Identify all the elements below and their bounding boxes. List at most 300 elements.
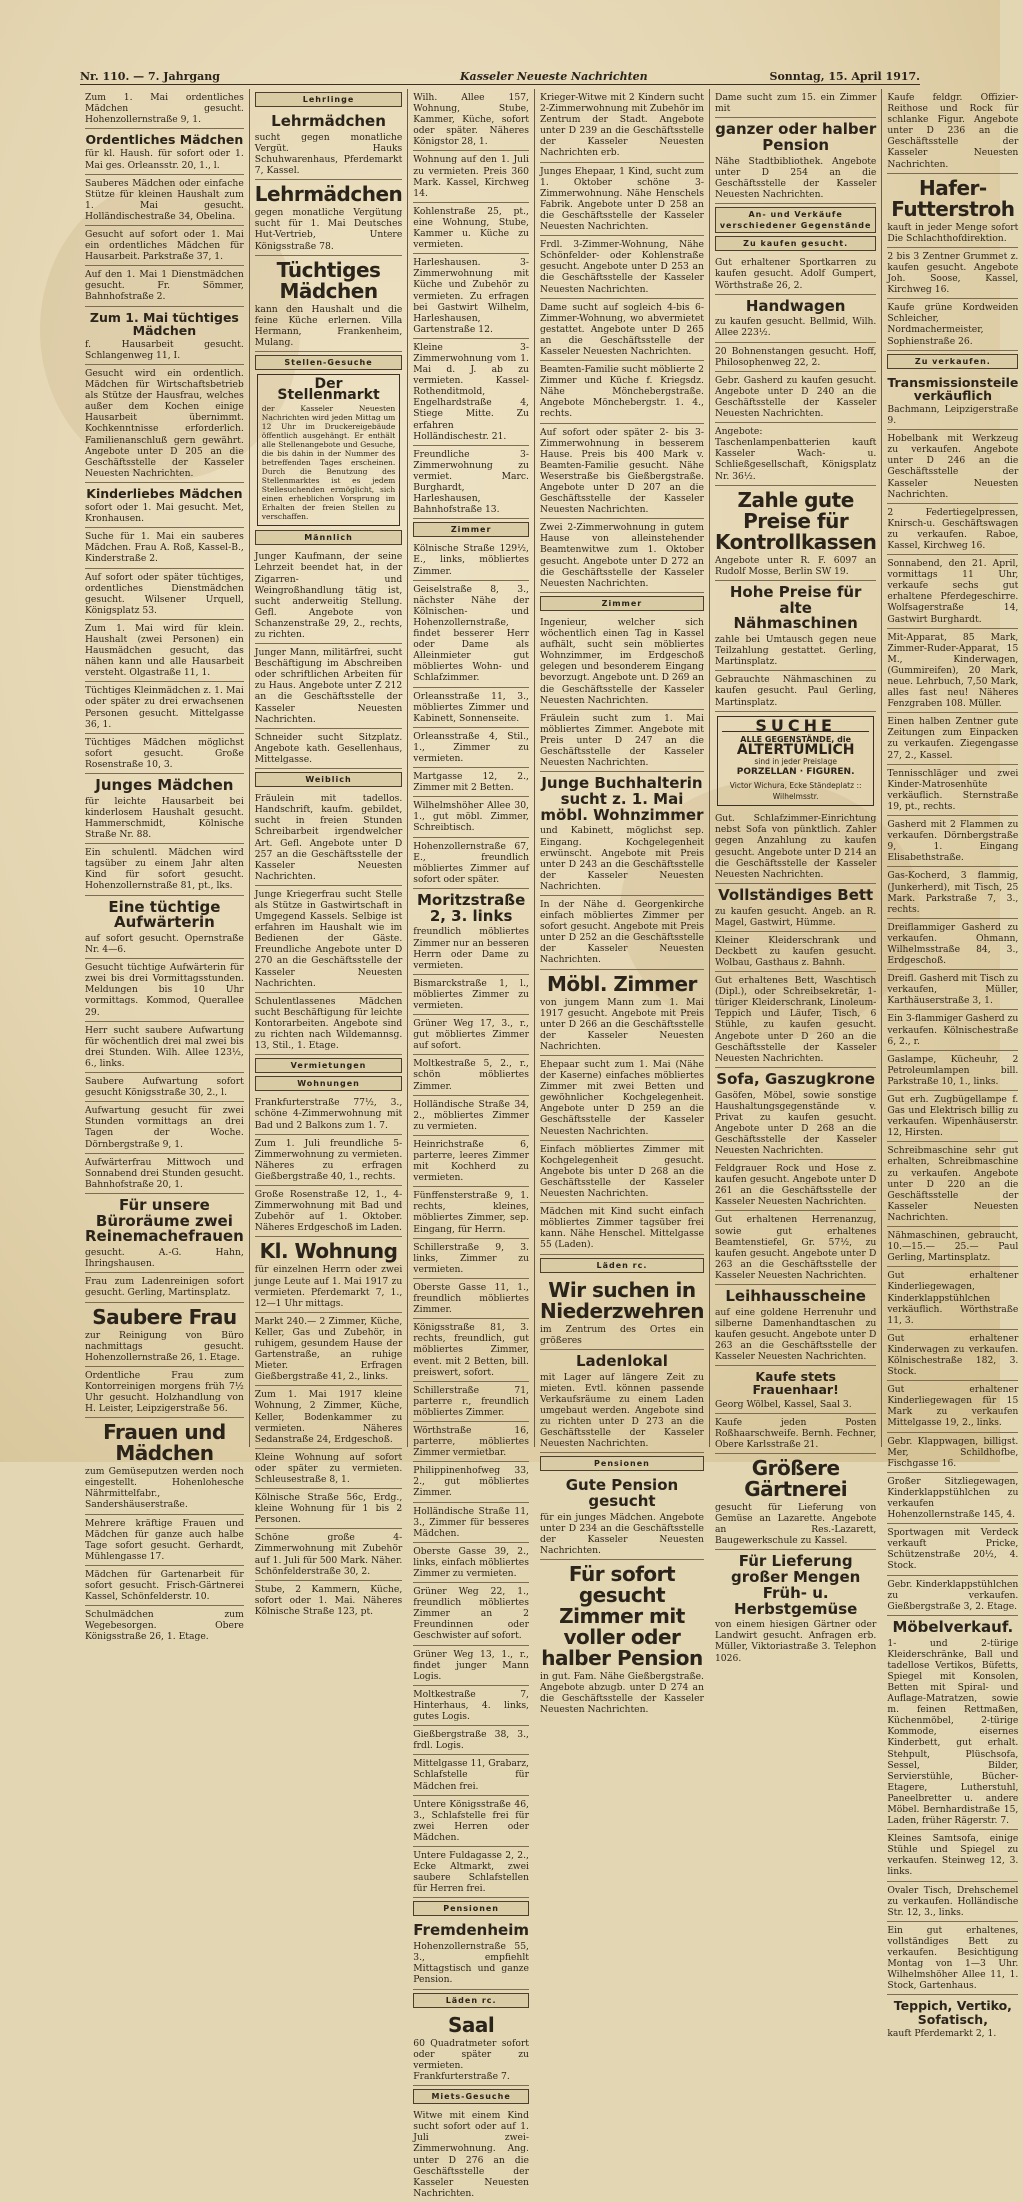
ad-text: Große Rosenstraße 12, 1., 4-Zimmerwohnung mit Bad und Zubehör auf 1. Oktober. Näheres Erdgeschoß im Laden.	[254, 1189, 403, 1234]
ad-text: Holländische Straße 11, 3., Zimmer für besseres Mädchen.	[413, 1505, 529, 1539]
classified-ad	[887, 1473, 1018, 1524]
ad-text: Junges Ehepaar, 1 Kind, sucht zum 1. Oktober schöne 3-Zimmerwohnung. Nähe Henschels Fabrik. Angebote unter D 258 an die Geschäftsstelle der Kasseler Neuesten Nachrichten.	[539, 165, 704, 233]
classified-ad	[85, 1073, 244, 1102]
ad-text: Auf sofort oder später 2- bis 3-Zimmerwohnung in besserem Hause. Preis bis 400 Mark v. Beamten-Familie gesucht. Nähe Weserstraße bis Gießbergstraße. Angebote unter D 207 an die Geschäftsstelle der Kasseler Neuesten Nachrichten.	[539, 426, 704, 516]
classified-ad	[715, 343, 876, 372]
ad-text: 2 bis 3 Zentner Grummet z. kaufen gesucht. Angebote Joh. Soose, Kassel, Kirchweg 16.	[887, 250, 1019, 296]
ad-headline: Handwagen	[745, 296, 846, 315]
classified-ad	[887, 1267, 1018, 1329]
classified-ad	[413, 1096, 529, 1136]
classified-ad	[887, 765, 1018, 816]
classified-ad	[715, 581, 876, 672]
section-heading: Zu kaufen gesucht.	[715, 236, 876, 251]
classified-ad	[413, 1503, 529, 1543]
classified-ad	[85, 266, 244, 306]
classified-ad	[85, 1022, 244, 1073]
ad-headline: Lehrmädchen	[271, 112, 386, 131]
ad-text: kann den Haushalt und die feine Küche erlernen. Villa Hermann, Frankenheim, Mulang.	[254, 303, 403, 348]
ad-text: Grüner Weg 22, 1., freundlich möbliertes Zimmer an 2 Freundinnen oder Geschwister auf sofort.	[413, 1586, 529, 1642]
ad-text: von einem hiesigen Gärtner oder Landwirt gesucht. Anfragen erb. Müller, Viktoriastraße 3. Telephon 1026.	[714, 1619, 877, 1664]
ad-text: Schreibmaschine sehr gut erhalten, Schreibmaschine zu verkaufen. Angebote unter D 220 an die Geschäftsstelle der Kasseler Neuesten Nachrichten.	[887, 1145, 1019, 1223]
classified-ad	[413, 1422, 529, 1462]
ad-text: Heinrichstraße 6, parterre, leeres Zimmer mit Kochherd zu vermieten.	[413, 1138, 529, 1184]
ad-text: Wilh. Allee 157, Wohnung, Stube, Kammer, Küche, sofort oder später. Näheres Königstor 28, 1.	[413, 92, 529, 148]
ad-headline: Möbelverkauf.	[892, 1617, 1014, 1636]
classified-ad	[413, 768, 529, 797]
ad-text: mit Lager auf längere Zeit zu mieten. Evtl. können passende Verkaufsräume zu einem Laden umgebaut werden. Angebote sind zu richten unter D 273 an die Geschäftsstelle der Kasseler Neuesten Nachrichten.	[539, 1371, 704, 1450]
classified-ad	[887, 713, 1018, 764]
classified-ad	[715, 1550, 876, 1666]
ad-text: Gießbergstraße 38, 3., frdl. Logis.	[413, 1729, 529, 1752]
ad-text: Sauberes Mädchen oder einfache Stütze für kleinen Haushalt zum 1. Mai gesucht. Holländischestraße 34, Obelina.	[85, 177, 244, 222]
ad-text: Geiselstraße 8, 3., nächster Nähe der Kölnischen- und Hohenzollernstraße, findet besserer Herr oder Dame als Alleinmieter gut möbliertes Wohn- und Schlafzimmer.	[413, 583, 529, 684]
classified-ad	[413, 203, 529, 254]
section-heading: Läden rc.	[540, 1258, 704, 1273]
ad-line: ALLE GEGENSTÄNDE, die	[740, 734, 851, 744]
ad-headline: Saubere Frau	[92, 1304, 237, 1329]
section-heading: Pensionen	[540, 1456, 704, 1471]
ad-headline: Moritzstraße 2, 3. links	[416, 890, 526, 925]
ad-text: Ein 3-flammiger Gasherd zu verkaufen. Kölnischestraße 6, 2., r.	[887, 1013, 1019, 1047]
classified-ad	[85, 1102, 244, 1153]
section-heading: Vermietungen	[255, 1058, 402, 1073]
classified-ad	[887, 1227, 1018, 1267]
section-heading: Wohnungen	[255, 1076, 402, 1091]
ad-text: Grüner Weg 13, 1., r., findet junger Mann Logis.	[413, 1648, 529, 1682]
classified-ad	[255, 1135, 402, 1186]
ad-text: zur Reinigung von Büro nachmittags gesucht. Hohenzollernstraße 26, 1. Etage.	[85, 1329, 244, 1363]
classified-ad	[887, 1433, 1018, 1473]
classified-ad	[715, 118, 876, 204]
ad-text: Gut erhaltener Kinderliegewagen, Kinderklappstühlchen verkäuflich. Wörthstraße 11, 3.	[887, 1270, 1019, 1326]
classified-ad	[413, 1755, 529, 1795]
ad-text: Grüner Weg 17, 3., r., gut möbliertes Zimmer auf sofort.	[413, 1018, 529, 1052]
ad-text: Schulentlassenes Mädchen sucht Beschäftigung für leichte Kontorarbeiten. Angebote sind zu richten nach Wildemannsg. 13, Stil., 1. Etage.	[254, 995, 403, 1052]
classified-ad	[85, 1566, 244, 1606]
section-heading: Stellen-Gesuche	[255, 355, 402, 370]
section-heading: Läden rc.	[413, 1993, 529, 2008]
ad-text: Gesucht tüchtige Aufwärterin für zwei bis drei Vormittagsstunden. Meldungen bis 10 Uhr vormittags. Kommod, Querallee 29.	[85, 962, 244, 1018]
ad-text: sucht gegen monatliche Vergüt. Hauks Schuhwarenhaus, Pferdemarkt 7, Kassel.	[254, 131, 403, 177]
ad-text: Aufwärterfrau Mittwoch und Sonnabend drei Stunden gesucht. Bahnhofstraße 20, 1.	[85, 1156, 244, 1190]
ad-text: Oberste Gasse 39, 2., links, einfach möbliertes Zimmer zu vermieten.	[413, 1545, 529, 1579]
classified-ad	[85, 1418, 244, 1514]
column-5	[710, 89, 882, 1664]
classified-ad	[887, 555, 1018, 629]
ad-text: Kaufe grüne Kordweiden Schleicher, Nordmachermeister, Sophienstraße 26.	[887, 302, 1019, 347]
ad-text: für kl. Haush. für sofort oder 1. Mai ges. Orleansstr. 20, 1., l.	[85, 148, 244, 171]
section-heading: Pensionen	[413, 1901, 529, 1916]
ad-headline: Zum 1. Mai tüchtiges Mädchen	[89, 309, 239, 338]
ad-headline: Größere Gärtnerei	[744, 1455, 848, 1501]
classified-ad	[413, 1015, 529, 1055]
classified-ad	[887, 1091, 1018, 1142]
classified-ad	[255, 180, 402, 255]
classified-ad	[85, 682, 244, 733]
classified-ad	[887, 1922, 1018, 1996]
ad-text: Holländische Straße 34, 2., möbliertes Zimmer zu vermieten.	[413, 1098, 529, 1132]
ad-text: Einfach möbliertes Zimmer mit Kochgelegenheit gesucht. Angebote bis unter D 268 an die Geschäftsstelle der Kasseler Neuesten Nachrichten.	[539, 1143, 704, 1200]
ad-text: gegen monatliche Vergütung sucht für 1. Mai Deutsches Hut-Vertrieb, Untere Königsstraße 78.	[254, 207, 403, 252]
ad-line: Victor Wichura, Ecke Ständeplatz :: Wilhelmsstr.	[729, 781, 862, 802]
classified-ad	[715, 884, 876, 932]
classified-ad	[413, 2011, 529, 2086]
ad-text: Tennisschläger und zwei Kinder-Matrosenhüte verkäuflich. Sternstraße 19, pt., rechts.	[887, 767, 1019, 812]
classified-ad	[85, 1194, 244, 1273]
classified-ad	[255, 1186, 402, 1237]
ad-text: 20 Bohnenstangen gesucht. Hoff, Philosophenweg 22, 2.	[714, 345, 877, 368]
ad-text: Angebote unter R. F. 6097 an Rudolf Mosse, Berlin SW 19.	[714, 554, 877, 577]
classified-ad	[413, 1319, 529, 1381]
ad-text: Philippinenhofweg 33, 2., gut möbliertes Zimmer.	[413, 1465, 529, 1499]
classified-ad	[413, 1055, 529, 1095]
classified-ad	[887, 372, 1018, 430]
ad-text: Nähmaschinen, gebraucht, 10.—15.— 25.— Paul Gerling, Martinsplatz.	[887, 1230, 1019, 1264]
classified-ad	[887, 1882, 1018, 1922]
classified-ad	[715, 254, 876, 294]
classified-ad	[85, 129, 244, 174]
ad-text: Harleshausen. 3-Zimmerwohnung mit Küche und Zubehör zu vermieten. Zu erfragen bei Gastwirt Wilhelm, Harleshausen, Gartenstraße 12.	[413, 257, 529, 335]
classified-ad	[887, 629, 1018, 714]
classified-ad	[413, 254, 529, 339]
ad-text: Gebr. Kinderklappstühlchen zu verkaufen. Gießbergstraße 3, 2. Etage.	[887, 1578, 1019, 1612]
ad-text: Kleine 3-Zimmerwohnung vom 1. Mai d. J. ab zu vermieten. Kassel-Rothenditmold, Engelhardstraße 4, Stiege Mitte. Zu erfahren Holländischestr. 21.	[413, 341, 529, 442]
ad-text: Freundliche 3-Zimmerwohnung zu vermiet. Marc. Burghardt, Harleshausen, Bahnhofstraße 13.	[413, 448, 529, 516]
ad-headline: Teppich, Vertiko, Sofatisch,	[893, 1998, 1012, 2027]
ad-text: In der Nähe d. Georgenkirche einfach möbliertes Zimmer per sofort gesucht. Angebote mit Preis unter D 252 an die Geschäftsstelle der Kasseler Neuesten Nachrichten.	[539, 898, 704, 966]
classified-ad	[85, 1515, 244, 1566]
classified-ad	[413, 1847, 529, 1898]
classified-ad	[887, 299, 1018, 350]
ad-text: Aufwartung gesucht für zwei Stunden vormittags an drei Tagen der Woche. Dörnbergstraße 9, 1.	[85, 1105, 244, 1150]
ad-text: für einzelnen Herrn oder zwei junge Leute auf 1. Mai 1917 zu vermieten. Pferdemarkt 7, 1., 12—1 Uhr mittags.	[254, 1264, 403, 1309]
classified-ad	[887, 816, 1018, 867]
classified-ad	[85, 896, 244, 960]
classified-ad	[715, 932, 876, 972]
classified-ad	[540, 519, 704, 593]
ad-text: Fräulein mit tadellos. Handschrift, kaufm. gebildet, sucht in freien Stunden Schreibarbeit irgendwelcher Art. Gefl. Angebote unter D 257 an die Geschäftsstelle der Kasseler Neuesten Nachrichten.	[254, 793, 403, 882]
classified-ad	[413, 975, 529, 1015]
classified-ad	[413, 1726, 529, 1755]
ad-headline: Für unsere Büroräume zwei Reinemachefrauen	[85, 1195, 244, 1246]
ad-text: Hohenzollernstraße 67, E., freundlich möbliertes Zimmer auf sofort oder später.	[413, 840, 529, 885]
classified-ad	[255, 1237, 402, 1312]
classified-ad	[413, 1543, 529, 1583]
ad-headline: Zahle gute Preise für Kontrollkassen	[714, 487, 877, 554]
issue-number: Nr. 110. — 7. Jahrgang	[80, 70, 220, 83]
section-heading: Weiblich	[255, 772, 402, 787]
ad-text: Wohnung auf den 1. Juli zu vermieten. Preis 360 Mark. Kassel, Kirchweg 14.	[413, 154, 529, 199]
ad-headline: Hohe Preise für alte Nähmaschinen	[729, 582, 862, 633]
ad-text: Untere Fuldagasse 2, 2., Ecke Altmarkt, zwei saubere Schlafstellen für Herren frei.	[413, 1849, 529, 1895]
ad-text: 1- und 2-türige Kleiderschränke, Ball und tadellose Vertikos, Büfetts, Spiegel mit Konsolen, Betten mit Spiral- und Auflage-Matratzen, sowie m. feinen Rettmaßen, Küchenmöbel, 2-türige Kommode, eisernes Kinderbett, gut erhalt. Stehpult, Plüschsofa, Sessel, Bilder, Servierstühle, Bücher-Etagere, Lutherstuhl, Paneelbretter u. andere Möbel. Bernhardistraße 15, Laden, früher Rägerstr. 7.	[887, 1637, 1019, 1827]
ad-headline: Fremdenheim	[413, 1921, 529, 1940]
ad-text: Kleine Wohnung auf sofort oder später zu vermieten. Schleusestraße 8, 1.	[254, 1451, 403, 1485]
ad-text: Gebrauchte Nähmaschinen zu kaufen gesucht. Paul Gerling, Martinsplatz.	[714, 674, 877, 708]
ad-text: zahle bei Umtausch gegen neue Teilzahlung gestattet. Gerling, Martinsplatz.	[714, 634, 877, 668]
classified-ad	[413, 688, 529, 728]
ad-text: Gas-Kocherd, 3 flammig, (Junkerherd), mit Tisch, 25 Mark. Parkstraße 7, 3., rechts.	[887, 870, 1019, 915]
classified-ad	[255, 1094, 402, 1134]
classified-ad	[540, 710, 704, 772]
classified-ad	[255, 1489, 402, 1529]
ad-text: Sportwagen mit Verdeck verkauft Pricke, Schützenstraße 20½, 4. Stock.	[887, 1527, 1019, 1572]
ad-text: Zum 1. Mai wird für klein. Haushalt (zwei Personen) ein Hausmädchen gesucht, das nähen kann und alle Hausarbeit versteht. Olgastraße 11, 1.	[85, 622, 244, 679]
columns	[80, 89, 1019, 2199]
ad-text: Gut erhaltener Kinderwagen zu verkaufen. Kölnischestraße 182, 3. Stock.	[887, 1332, 1019, 1378]
ad-text: Kaufe feldgr. Offizier-Reithose und Rock für schlanke Figur. Angebote unter D 236 an die Geschäftsstelle der Kasseler Neuesten Nachrichten.	[887, 92, 1019, 170]
ad-text: Gesucht wird ein ordentlich. Mädchen für Wirtschaftsbetrieb als Stütze der Hausfrau, welches außer dem Kochen einige Hausarbeit übernimmt. Kochkenntnisse erforderlich. Familienanschluß gern gewährt. Angebote unter D 205 an die Geschäftsstelle der Kasseler Neuesten Nachrichten.	[85, 367, 244, 479]
ad-text: Zwei 2-Zimmerwohnung in gutem Hause von alleinstehender Beamtenwitwe zum 1. Oktober gesucht. Angebote unter D 272 an die Geschäftsstelle der Kasseler Neuesten Nachrichten.	[539, 522, 704, 589]
classified-ad	[715, 423, 876, 485]
ad-text: Zum 1. Mai 1917 kleine Wohnung, 2 Zimmer, Küche, Keller, Bodenkammer zu vermieten. Näheres Sedanstraße 24, Erdgeschoß.	[254, 1389, 403, 1445]
column-6	[882, 89, 1023, 2039]
ad-text: Ein schulentl. Mädchen wird tagsüber zu einem Jahr alten Kind für sofort gesucht. Hohenzollernstraße 81, pt., lks.	[85, 847, 244, 892]
ad-line: sind in jeder Preislage	[754, 756, 837, 766]
classified-ad	[540, 772, 704, 896]
classified-ad	[715, 1160, 876, 1211]
classified-ad	[540, 236, 704, 298]
ad-text: Königsstraße 81, 3. rechts, freundlich, gut möbliertes Zimmer, event. mit 2 Betten, bill. preiswert, sofort.	[413, 1322, 529, 1378]
ad-text: Ingenieur, welcher sich wöchentlich einen Tag in Kassel aufhält, sucht sein möbliertes Wohnzimmer, im Erdgeschoß gelegen und besonderem Eingang bevorzugt. Angebote unt. D 269 an die Geschäftsstelle der Kasseler Neuesten Nachrichten.	[539, 616, 704, 706]
classified-ad	[413, 2107, 529, 2202]
classified-ad	[85, 1606, 244, 1645]
classified-ad	[715, 1211, 876, 1285]
ad-text: Junge Kriegerfrau sucht Stelle als Stütze in Gastwirtschaft in Umgegend Kassels. Selbige ist erfahren im Haushalt wie im Bedienen der Gäste. Freundliche Angebote unter D 270 an die Geschäftsstelle der Kasseler Neuesten Nachrichten.	[254, 888, 403, 989]
ad-text: zu kaufen gesucht. Bellmid, Wilh. Allee 223½.	[714, 316, 877, 339]
ad-text: Suche für 1. Mai ein sauberes Mädchen. Frau A. Roß, Kassel-B., Kinderstraße 2.	[85, 531, 244, 565]
classified-ad	[413, 1382, 529, 1422]
ad-text: Schneider sucht Sitzplatz. Angebote kath. Gesellenhaus, Mittelgasse.	[254, 731, 403, 765]
classified-ad	[413, 797, 529, 837]
ad-text: Gut. Schlafzimmer-Einrichtung nebst Sofa von pünktlich. Zahler gegen Anzahlung zu kaufen gesucht. Angebote unter D 214 an die Geschäftsstelle der Kasseler Neuesten Nachrichten.	[714, 813, 877, 880]
classified-ad	[887, 1010, 1018, 1050]
ad-text: Mädchen für Gartenarbeit für sofort gesucht. Frisch-Gärtnerei Kassel, Schönfelderstr. 10.	[85, 1568, 244, 1603]
classified-ad	[255, 644, 402, 729]
classified-ad	[887, 1576, 1018, 1616]
ad-text: Tüchtiges Mädchen möglichst sofort gesucht. Große Rosenstraße 10, 3.	[85, 736, 244, 770]
classified-ad	[85, 1367, 244, 1418]
ad-text: 60 Quadratmeter sofort oder später zu vermieten. Frankfurterstraße 7.	[413, 2037, 529, 2082]
ad-headline: Vollständiges Bett	[718, 885, 874, 904]
column-3	[408, 89, 535, 2199]
classified-ad	[413, 581, 529, 688]
ad-headline: Für Lieferung großer Mengen Früh- u. Herbstgemüse	[730, 1552, 861, 1618]
classified-ad	[540, 1056, 704, 1141]
ad-text: Orleansstraße 4, Stil., 1., Zimmer zu vermieten.	[413, 730, 529, 764]
ad-headline: Saal	[447, 2012, 495, 2037]
classified-ad	[413, 1919, 529, 1989]
ad-text: 2 Federtiegelpressen, Knirsch-u. Geschäftswagen zu verkaufen. Raboe, Kassel, Kirchweg 16.	[887, 506, 1019, 551]
section-heading: Zu verkaufen.	[887, 354, 1018, 369]
ad-text: Kohlenstraße 25, pt., eine Wohnung, Stube, Kammer u. Küche zu vermieten.	[413, 205, 529, 251]
classified-ad	[887, 1995, 1018, 2041]
ad-text: Frau zum Ladenreinigen sofort gesucht. Gerling, Martinsplatz.	[85, 1276, 244, 1299]
classified-ad	[85, 175, 244, 226]
classified-ad	[85, 89, 244, 129]
classified-ad	[540, 1276, 704, 1350]
classified-ad	[887, 248, 1018, 299]
column-1	[80, 89, 250, 1643]
ad-headline: Lehrmädchen	[254, 182, 403, 207]
ad-text: Schillerstraße 9, 3. links, Zimmer zu vermieten.	[413, 1241, 529, 1275]
ad-text: Wörthstraße 16, parterre, möbliertes Zimmer vermietbar.	[413, 1424, 529, 1459]
ad-text: Frankfurterstraße 77½, 3., schöne 4-Zimmerwohnung mit Bad und 2 Balkons zum 1. 7.	[254, 1097, 403, 1131]
ad-text: Kölnische Straße 129½, E., links, möbliertes Zimmer.	[413, 543, 529, 577]
column-2	[250, 89, 408, 1617]
ad-text: Beamten-Familie sucht möblierte 2 Zimmer und Küche f. Kriegsdz. Nähe Mönchebergstraße. Angebote Mönchebergstr. 1. 4., rechts.	[539, 364, 704, 420]
notice-title: Der Stellenmarkt	[277, 376, 380, 404]
classified-ad	[715, 1068, 876, 1160]
ad-headline: Frauen und Mädchen	[103, 1420, 226, 1466]
ad-headline: Junge Buchhalterin sucht z. 1. Mai möbl. Wohnzimmer	[540, 774, 704, 824]
ad-text: Herr sucht saubere Aufwartung für wöchentlich drei mal zwei bis drei Stunden. Wilh. Allee 123½, 6., links.	[85, 1024, 244, 1069]
classified-ad	[715, 89, 876, 118]
ad-headline: Ladenlokal	[575, 1351, 668, 1370]
classified-ad	[715, 972, 876, 1068]
classified-ad	[413, 1462, 529, 1502]
classified-ad	[540, 424, 704, 520]
ad-text: kauft Pferdemarkt 2, 1.	[887, 2027, 997, 2039]
section-heading: Männlich	[255, 530, 402, 545]
ad-text: Gut erh. Zugbügellampe f. Gas und Elektrisch billig zu verkaufen. Wipenhäuserstr. 12, Hirsten.	[887, 1094, 1019, 1139]
ad-text: Zum 1. Mai ordentliches Mädchen gesucht. Hohenzollernstraße 9, 1.	[85, 92, 244, 126]
ad-text: Großer Sitzliegewagen, Kinderklappstühlchen zu verkaufen Hohenzollernstraße 145, 4.	[887, 1475, 1019, 1521]
page-header	[80, 70, 920, 84]
ad-text: Mit-Apparat, 85 Mark, Zimmer-Ruder-Apparat, 15 M., Kinderwagen, (Gummireifen), 20 Mark, neue. Lehrbuch, 7,50 Mark, alles fast neu! Näheres Fenzgraben 108. Müller.	[887, 631, 1019, 710]
ad-text: Gut erhaltenes Bett, Waschtisch (Dipl.), oder Schreibsekretär, 1-türiger Kleiderschrank, Linoleum-Teppich und Läufer, Tisch, 6 Stühle, zu kaufen gesucht. Angebote unter D 260 an die Geschäftsstelle der Kasseler Neuesten Nachrichten.	[714, 975, 877, 1064]
classified-ad	[85, 483, 244, 528]
newspaper-title: Kasseler Neueste Nachrichten	[460, 70, 648, 83]
ad-text: Dame sucht zum 15. ein Zimmer mit	[714, 92, 877, 115]
ad-text: Nähe Stadtbibliothek. Angebote unter D 254 an die Geschäftsstelle der Kasseler Neuesten Nachrichten.	[714, 155, 877, 200]
ad-text: Gebr. Gasherd zu kaufen gesucht. Angebote unter D 240 an die Geschäftsstelle der Kasseler Neuesten Nachrichten.	[714, 374, 877, 420]
classified-ad	[887, 1616, 1018, 1830]
ad-headline: Kl. Wohnung	[259, 1239, 398, 1264]
classified-ad	[887, 1381, 1018, 1432]
antique-buyer-ad	[717, 716, 874, 807]
classified-ad	[540, 1141, 704, 1203]
classified-ad	[255, 1386, 402, 1448]
ad-text: Sonnabend, den 21. April, vormittags 11 Uhr, verkaufe sechs gut erhaltene Pferdegeschirre. Wolfsagerstraße 14, Gastwirt Burghardt.	[887, 558, 1019, 625]
classified-ad	[255, 1313, 402, 1387]
ad-text: und Kabinett, möglichst sep. Eingang. Kochgelegenheit erwünscht. Angebote mit Preis unter D 243 an die Geschäftsstelle der Kasseler Neuesten Nachrichten.	[539, 825, 704, 892]
classified-ad	[540, 1474, 704, 1560]
classified-ad	[540, 163, 704, 237]
classified-ad	[85, 1273, 244, 1302]
classified-ad	[887, 1524, 1018, 1575]
ad-text: Gaslampe, Kücheuhr, 2 Petroleumlampen bill. Parkstraße 10, 1., links.	[887, 1053, 1019, 1087]
classified-ad	[715, 1285, 876, 1366]
classified-ad	[85, 774, 244, 844]
classified-ad	[85, 226, 244, 266]
ad-text: Schillerstraße 71, parterre r., freundlich möbliertes Zimmer.	[413, 1384, 529, 1418]
classified-ad	[715, 1366, 876, 1413]
ad-text: Witwe mit einem Kind sucht sofort oder auf 1. Juli zwei-Zimmerwohnung. Ang. unter D 276 an die Geschäftsstelle der Kasseler Neuesten Nachrichten.	[413, 2110, 529, 2199]
classified-ad	[255, 993, 402, 1055]
ad-text: auf eine goldene Herrenuhr und silberne Damenhandtaschen zu kaufen gesucht. Angebote unter D 263 an die Geschäftsstelle der Kasseler Neuesten Nachrichten.	[714, 1306, 877, 1363]
classified-ad	[540, 361, 704, 423]
classified-ad	[715, 295, 876, 343]
ad-text: gesucht für Lieferung von Gemüse an Lazarette. Angebote an Res.-Lazarett, Baugewerkschule zu Kassel.	[714, 1501, 877, 1547]
ad-text: Kleines Samtsofa, einige Stühle und Spiegel zu verkaufen. Steinweg 12, 3. links.	[887, 1833, 1019, 1878]
classified-ad	[255, 1581, 402, 1620]
ad-text: Zum 1. Juli freundliche 5-Zimmerwohnung zu vermieten. Näheres zu erfragen Gießbergstraße 40, 1., rechts.	[254, 1137, 403, 1182]
classified-ad	[413, 1686, 529, 1726]
classified-ad	[85, 734, 244, 774]
ad-text: Kölnische Straße 56c, Erdg., kleine Wohnung für 1 bis 2 Personen.	[254, 1492, 403, 1526]
classified-ad	[85, 307, 244, 365]
ad-headline: Für sofort gesucht Zimmer mit voller oder halber Pension	[541, 1562, 703, 1671]
ad-text: Stube, 2 Kammern, Küche, sofort oder 1. Mai. Näheres Kölnische Straße 123, pt.	[254, 1583, 403, 1617]
ad-text: gesucht. A.-G. Hahn, Ihringshausen.	[85, 1247, 244, 1270]
ad-text: Moltkestraße 7, Hinterhaus, 4. links, gutes Logis.	[413, 1688, 529, 1723]
ad-line: PORZELLAN · FIGUREN.	[736, 766, 855, 777]
ad-headline: Transmissionsteile verkäuflich	[887, 374, 1019, 403]
ad-text: Fünffensterstraße 9, 1. rechts, kleines, möbliertes Zimmer, sep. Eingang, für Herrn.	[413, 1190, 529, 1235]
classified-ad	[85, 569, 244, 620]
notice-body: der Kasseler Neuesten Nachrichten wird jeden Mittag um 12 Uhr im Druckereigebäude öffentlich ausgehängt. Er enthält alle Stellenangebote und Gesuche, die bis dahin in der Nummer des betreffenden Tages erscheinen. Durch die Benutzung des Stellenmarktes ist es jedem Stellesuchenden ermöglicht, sich einen erheblichen Vorsprung im Erhalten der freien Stellen zu verschaffen.	[261, 404, 396, 522]
ad-text: Dreiflammiger Gasherd zu verkaufen. Ohmann, Wilhelmsstraße 84, 3., Erdgeschoß.	[887, 921, 1019, 967]
ad-text: Hobelbank mit Werkzeug zu verkaufen. Angebote unter D 246 an die Geschäftsstelle der Kasseler Neuesten Nachrichten.	[887, 433, 1019, 500]
classified-ad	[540, 970, 704, 1056]
ad-text: Untere Königsstraße 46, 3., Schlafstelle frei für zwei Herren oder Mädchen.	[413, 1798, 529, 1843]
ad-headline: Junges Mädchen	[95, 776, 234, 794]
classified-ad	[540, 89, 704, 163]
section-heading: Zimmer	[540, 596, 704, 611]
classified-ad	[85, 1303, 244, 1367]
classified-ad	[413, 838, 529, 889]
classified-ad	[715, 671, 876, 711]
ad-headline: Wir suchen in Niederzwehren	[539, 1277, 704, 1323]
classified-ad	[413, 446, 529, 520]
section-heading: Zimmer	[413, 522, 529, 537]
classified-ad	[413, 1796, 529, 1847]
ad-text: Markt 240.— 2 Zimmer, Küche, Keller, Gas und Zubehör, in ruhigem, gesundem Hause der Gartenstraße, an ruhige Mieter. Erfragen Gießbergstraße 41, 2., links.	[254, 1315, 403, 1383]
classified-ad	[85, 1154, 244, 1194]
ad-text: auf sofort gesucht. Opernstraße Nr. 4—6.	[85, 933, 244, 956]
classified-ad	[887, 430, 1018, 504]
ad-text: Ein gut erhaltenes, vollständiges Bett zu verkaufen. Besichtigung Montag von 1—3 Uhr. Wilhelmshöher Allee 11, 1. Stock, Gartenhaus.	[887, 1924, 1019, 1992]
ad-text: Saubere Aufwartung sofort gesucht Königsstraße 30, 2., l.	[85, 1076, 244, 1099]
classified-ad	[255, 1529, 402, 1580]
section-heading: An- und Verkäufe verschiedener Gegenstände	[715, 207, 876, 233]
ad-headline: Gute Pension gesucht	[565, 1476, 679, 1511]
classified-ad	[715, 1454, 876, 1550]
ad-headline: Kinderliebes Mädchen	[86, 485, 243, 501]
ad-text: Schöne große 4-Zimmerwohnung mit Zubehör auf 1. Juli für 500 Mark. Näher. Schönfelderstraße 30, 2.	[254, 1532, 403, 1577]
classified-ad	[540, 614, 704, 710]
classified-ad	[85, 620, 244, 682]
ad-text: Krieger-Witwe mit 2 Kindern sucht 2-Zimmerwohnung mit Zubehör im Zentrum der Stadt. Angebote unter D 239 an die Geschäftsstelle der Kasseler Neuesten Nachrichten erb.	[539, 92, 704, 159]
classified-ad	[255, 790, 402, 886]
classified-ad	[715, 486, 876, 581]
ad-text: Gasherd mit 2 Flammen zu verkaufen. Dörnbergstraße 9, 1. Eingang Elisabethstraße.	[887, 819, 1019, 864]
ad-text: Gut erhaltener Sportkarren zu kaufen gesucht. Adolf Gumpert, Wörthstraße 26, 2.	[714, 257, 877, 291]
classified-ad	[540, 299, 704, 361]
ad-text: Dreifl. Gasherd mit Tisch zu verkaufen, Müller, Karthäuserstraße 3, 1.	[887, 973, 1019, 1007]
classified-ad	[887, 89, 1018, 174]
classified-ad	[887, 1142, 1018, 1227]
ad-text: Gebr. Klappwagen, billigst. Mer, Schildhofbe, Fischgasse 16.	[887, 1435, 1019, 1469]
section-heading: Miets-Gesuche	[413, 2089, 529, 2104]
ad-text: für leichte Hausarbeit bei kinderlosem Haushalt gesucht. Hammerschmidt, Kölnische Straße Nr. 88.	[85, 795, 244, 841]
ad-text: Fräulein sucht zum 1. Mai möbliertes Zimmer. Angebote mit Preis unter D 247 an die Geschäftsstelle der Kasseler Neuesten Nachrichten.	[539, 712, 704, 769]
classified-ad	[540, 1350, 704, 1453]
ad-text: Mehrere kräftige Frauen und Mädchen für ganze auch halbe Tage sofort gesucht. Gerhardt, Mühlengasse 17.	[85, 1517, 244, 1562]
ad-text: Mädchen mit Kind sucht einfach möbliertes Zimmer tagsüber frei kann. Nähe Henschel. Mittelgasse 55 (Laden).	[539, 1206, 704, 1251]
ad-text: von jungem Mann zum 1. Mai 1917 gesucht. Angebote mit Preis unter D 266 an die Geschäftsstelle der Kasseler Neuesten Nachrichten.	[539, 996, 704, 1052]
